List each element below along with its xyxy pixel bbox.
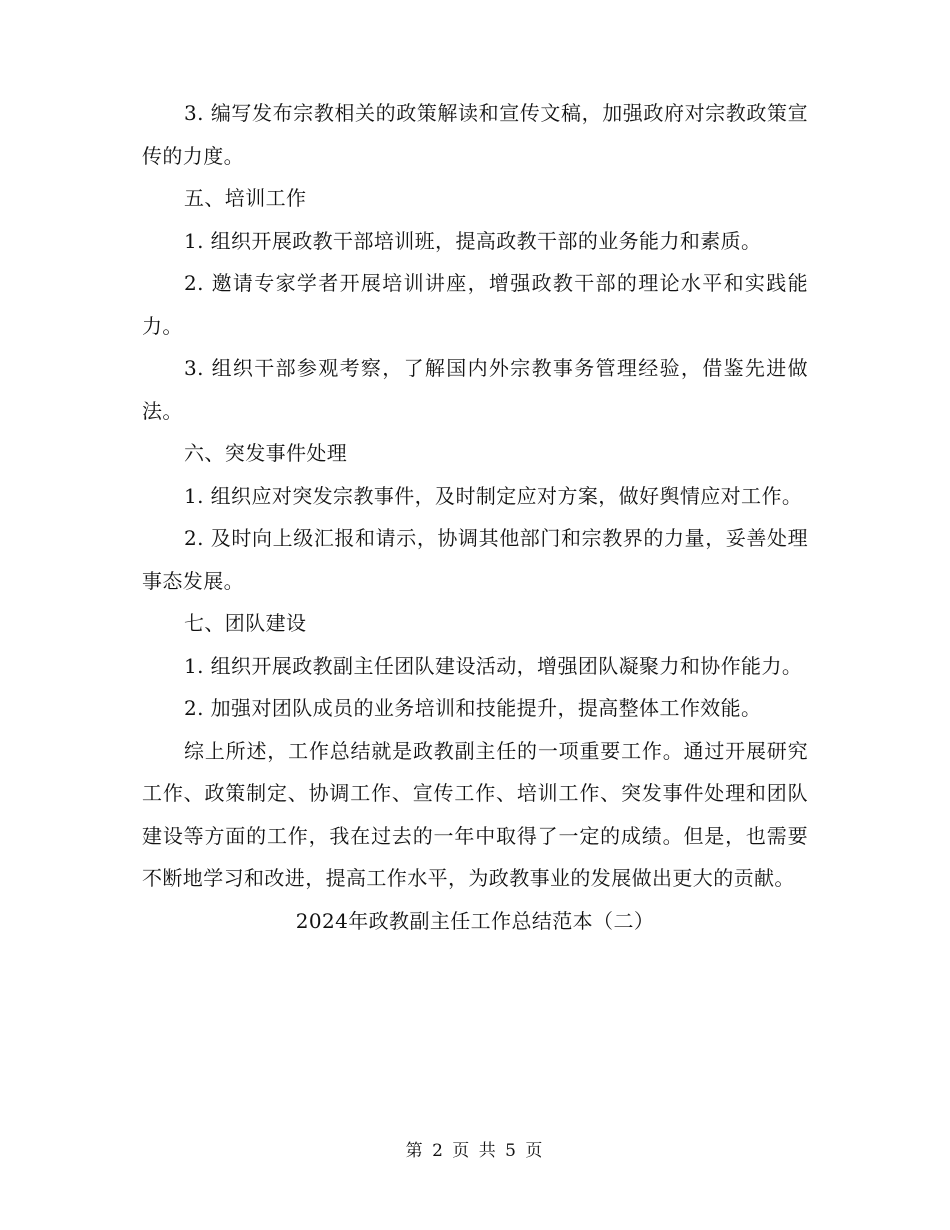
paragraph-training-item-2: 2. 邀请专家学者开展培训讲座，增强政教干部的理论水平和实践能力。 bbox=[142, 271, 808, 338]
section-heading-training: 五、培训工作 bbox=[184, 186, 307, 210]
paragraph-team-item-2: 2. 加强对团队成员的业务培训和技能提升，提高整体工作效能。 bbox=[184, 696, 762, 720]
next-document-title: 2024年政教副主任工作总结范本（二） bbox=[295, 908, 655, 933]
section-heading-team: 七、团队建设 bbox=[184, 611, 307, 635]
page-number-footer: 第 2 页 共 5 页 bbox=[405, 1141, 545, 1161]
paragraph-propaganda-item-3: 3. 编写发布宗教相关的政策解读和宣传文稿，加强政府对宗教政策宣传的力度。 bbox=[142, 101, 808, 168]
paragraph-conclusion: 综上所述，工作总结就是政教副主任的一项重要工作。通过开展研究工作、政策制定、协调工作、宣传工作、培训工作、突发事件处理和团队建设等方面的工作，我在过去的一年中取得了一定的成绩。但是，也需要不断地学习和改进，提高工作水平，为政教事业的发展做出更大的贡献。 bbox=[142, 738, 808, 890]
paragraph-emergency-item-2: 2. 及时向上级汇报和请示，协调其他部门和宗教界的力量，妥善处理事态发展。 bbox=[142, 526, 808, 593]
paragraph-training-item-1: 1. 组织开展政教干部培训班，提高政教干部的业务能力和素质。 bbox=[184, 228, 762, 253]
paragraph-team-item-1: 1. 组织开展政教副主任团队建设活动，增强团队凝聚力和协作能力。 bbox=[184, 653, 803, 678]
section-heading-emergency: 六、突发事件处理 bbox=[184, 441, 348, 465]
paragraph-emergency-item-1: 1. 组织应对突发宗教事件，及时制定应对方案，做好舆情应对工作。 bbox=[184, 483, 803, 508]
page-body bbox=[142, 92, 808, 942]
paragraph-training-item-3: 3. 组织干部参观考察，了解国内外宗教事务管理经验，借鉴先进做法。 bbox=[142, 356, 808, 423]
